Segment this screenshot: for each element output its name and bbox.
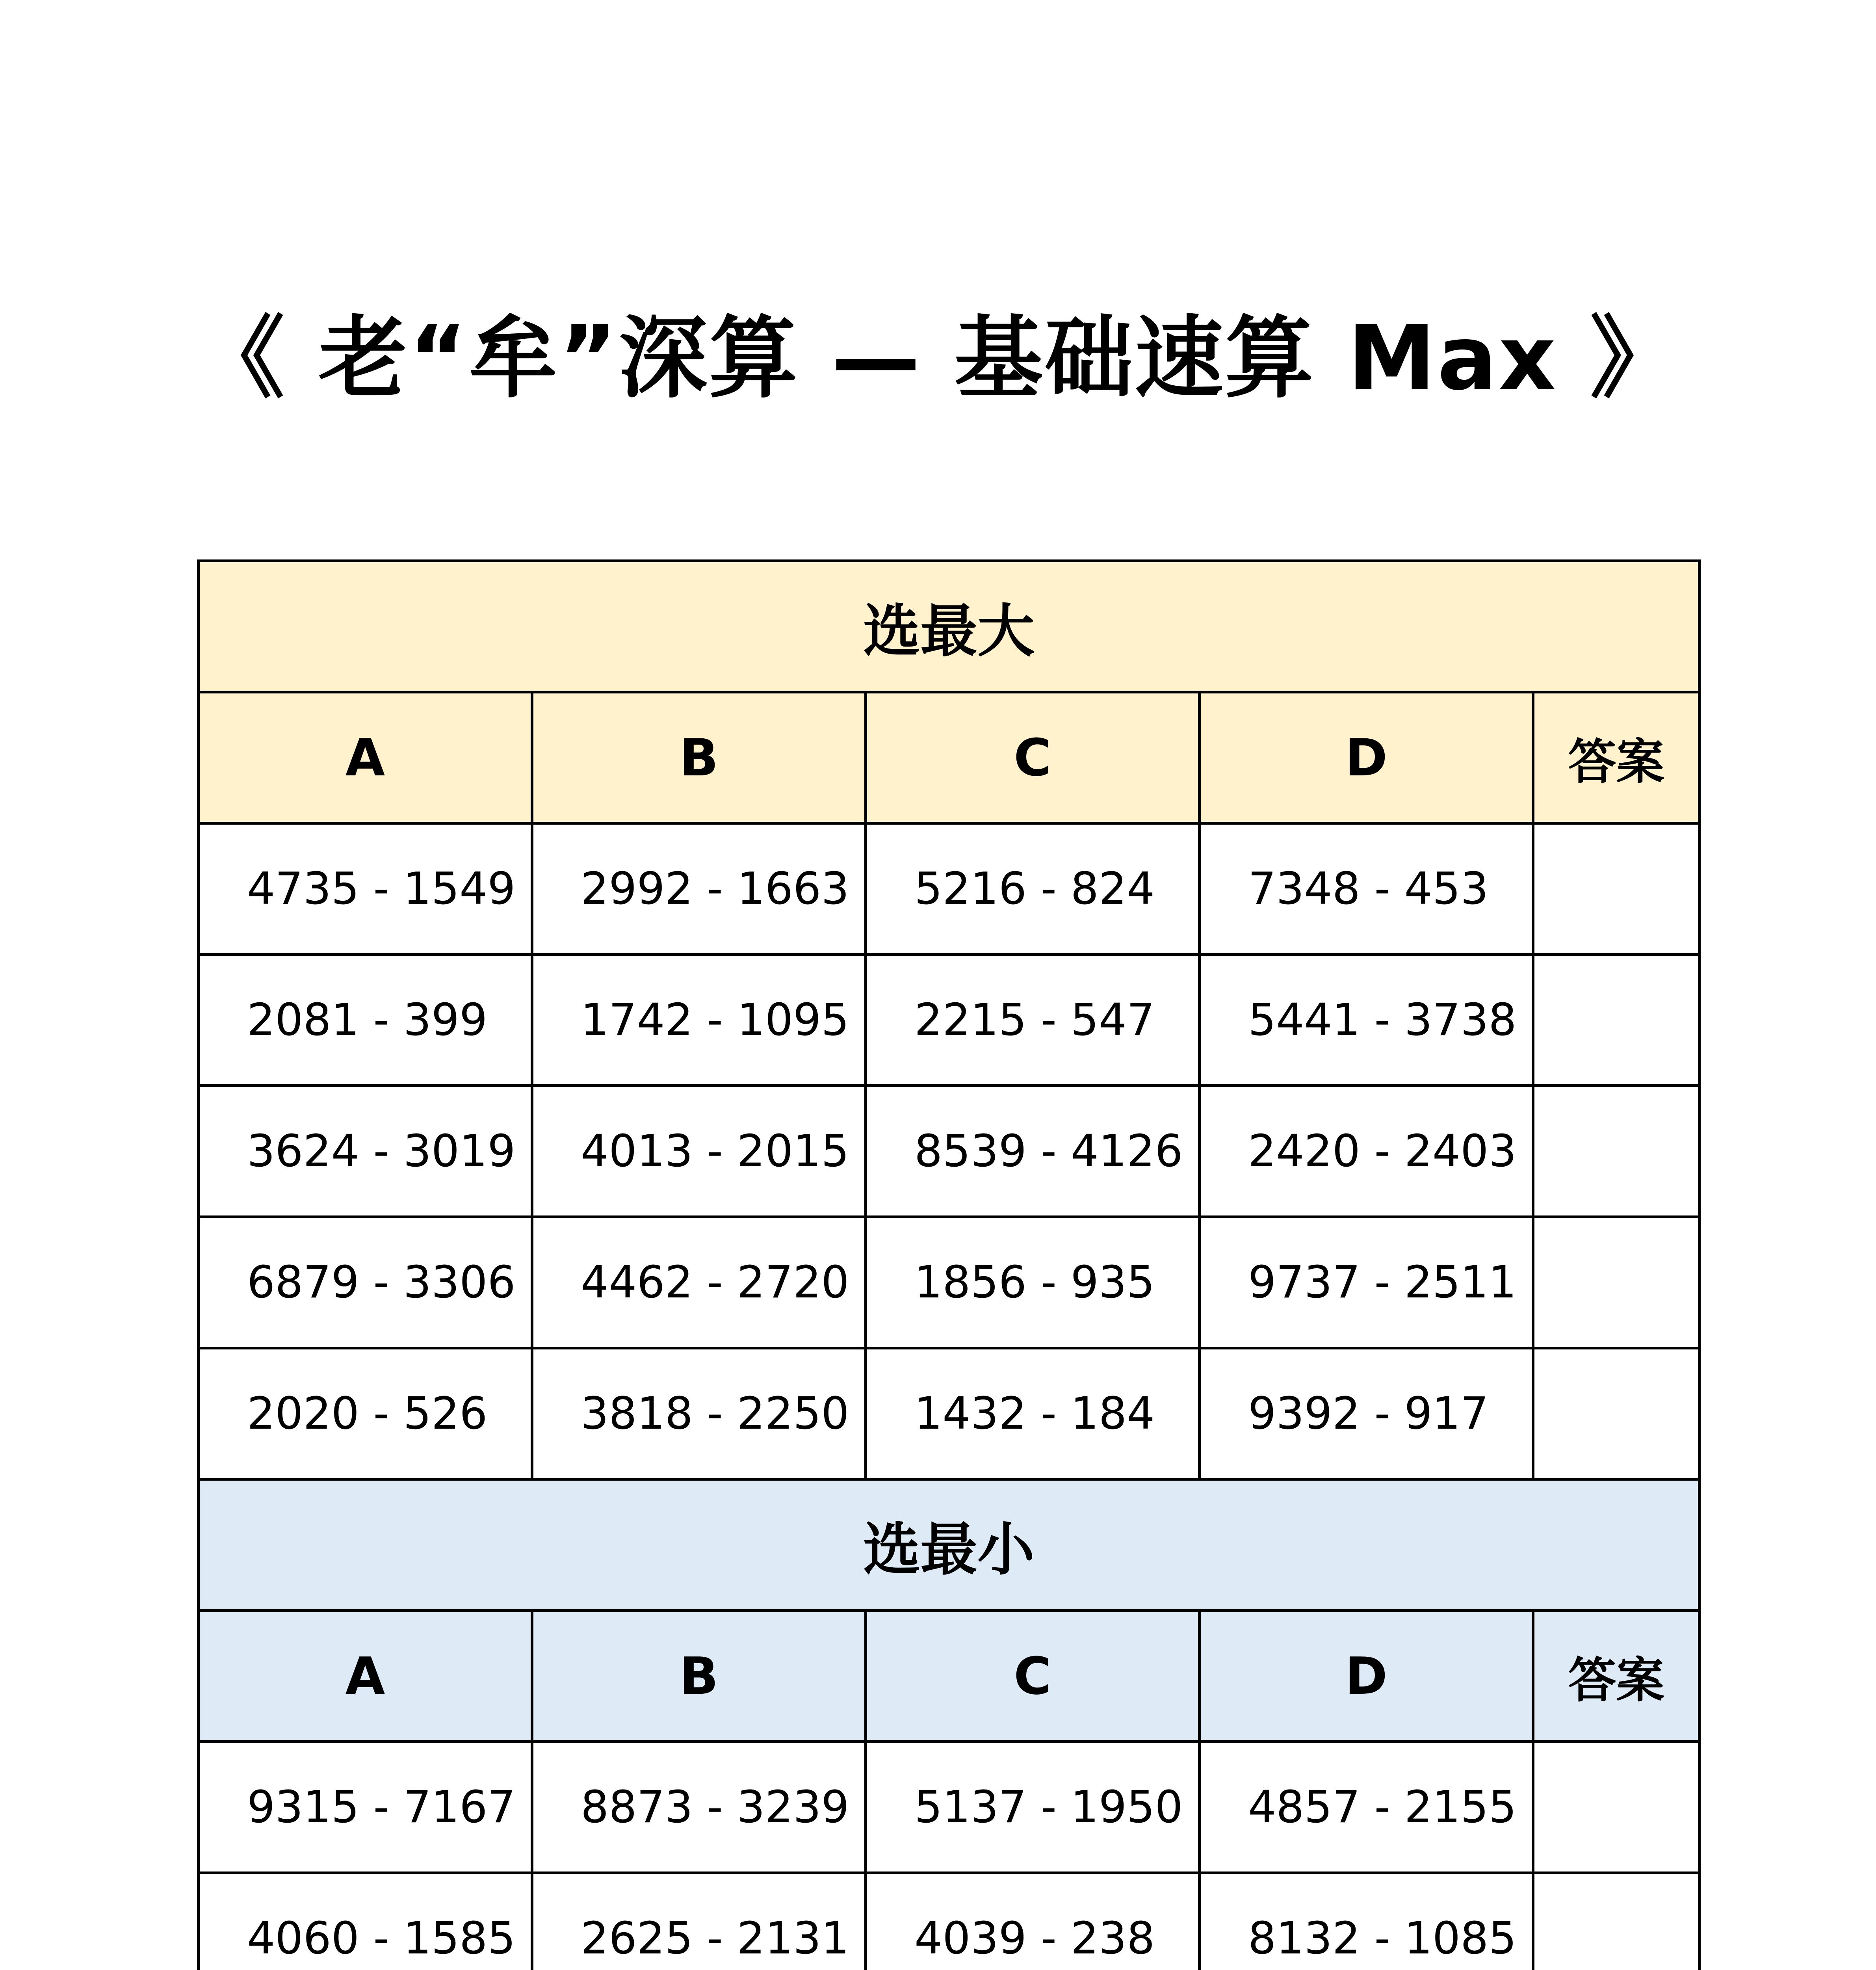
problem-cell: 4857 - 2155: [1200, 1742, 1533, 1873]
problem-cell: 9315 - 7167: [199, 1742, 532, 1873]
column-header-a: A: [199, 692, 532, 823]
column-header-row: [199, 692, 1700, 823]
table-row: [199, 955, 1700, 1086]
table-row: [199, 823, 1700, 955]
problem-cell: 4013 - 2015: [532, 1086, 866, 1217]
problem-cell: 2020 - 526: [199, 1348, 532, 1479]
answer-cell[interactable]: [1533, 1348, 1700, 1479]
table-row: [199, 1742, 1700, 1873]
answer-cell[interactable]: [1533, 1742, 1700, 1873]
problem-cell: 2215 - 547: [866, 955, 1200, 1086]
problem-cell: 1742 - 1095: [532, 955, 866, 1086]
problem-cell: 5441 - 3738: [1200, 955, 1533, 1086]
column-header-b: B: [532, 692, 866, 823]
column-header-d: D: [1200, 1611, 1533, 1742]
section-title-min: 选最小: [199, 1479, 1700, 1611]
column-header-c: C: [866, 692, 1200, 823]
problem-cell: 6879 - 3306: [199, 1217, 532, 1348]
problem-cell: 9392 - 917: [1200, 1348, 1533, 1479]
problem-cell: 2625 - 2131: [532, 1873, 866, 1970]
problem-cell: 5137 - 1950: [866, 1742, 1200, 1873]
problem-cell: 1432 - 184: [866, 1348, 1200, 1479]
problem-cell: 9737 - 2511: [1200, 1217, 1533, 1348]
answer-cell[interactable]: [1533, 823, 1700, 955]
problem-cell: 3624 - 3019: [199, 1086, 532, 1217]
section-title-row: [199, 561, 1700, 692]
problem-cell: 4735 - 1549: [199, 823, 532, 955]
page-title: 《 老“牟”深算 — 基础速算 Max 》: [196, 307, 1680, 410]
quiz-table: [197, 559, 1701, 1970]
problem-cell: 8539 - 4126: [866, 1086, 1200, 1217]
table-row: [199, 1873, 1700, 1970]
table-row: [199, 1348, 1700, 1479]
problem-cell: 2081 - 399: [199, 955, 532, 1086]
answer-cell[interactable]: [1533, 1873, 1700, 1970]
section-title-row: [199, 1479, 1700, 1611]
answer-cell[interactable]: [1533, 1086, 1700, 1217]
answer-cell[interactable]: [1533, 1217, 1700, 1348]
problem-cell: 5216 - 824: [866, 823, 1200, 955]
column-header-row: [199, 1611, 1700, 1742]
column-header-c: C: [866, 1611, 1200, 1742]
problem-cell: 1856 - 935: [866, 1217, 1200, 1348]
table-row: [199, 1217, 1700, 1348]
table-row: [199, 1086, 1700, 1217]
problem-cell: 8132 - 1085: [1200, 1873, 1533, 1970]
problem-cell: 4039 - 238: [866, 1873, 1200, 1970]
column-header-a: A: [199, 1611, 532, 1742]
problem-cell: 8873 - 3239: [532, 1742, 866, 1873]
column-header-b: B: [532, 1611, 866, 1742]
problem-cell: 2992 - 1663: [532, 823, 866, 955]
problem-cell: 4462 - 2720: [532, 1217, 866, 1348]
column-header-answer: 答案: [1533, 692, 1700, 823]
problem-cell: 4060 - 1585: [199, 1873, 532, 1970]
column-header-answer: 答案: [1533, 1611, 1700, 1742]
problem-cell: 7348 - 453: [1200, 823, 1533, 955]
problem-cell: 3818 - 2250: [532, 1348, 866, 1479]
section-title-max: 选最大: [199, 561, 1700, 692]
column-header-d: D: [1200, 692, 1533, 823]
answer-cell[interactable]: [1533, 955, 1700, 1086]
problem-cell: 2420 - 2403: [1200, 1086, 1533, 1217]
